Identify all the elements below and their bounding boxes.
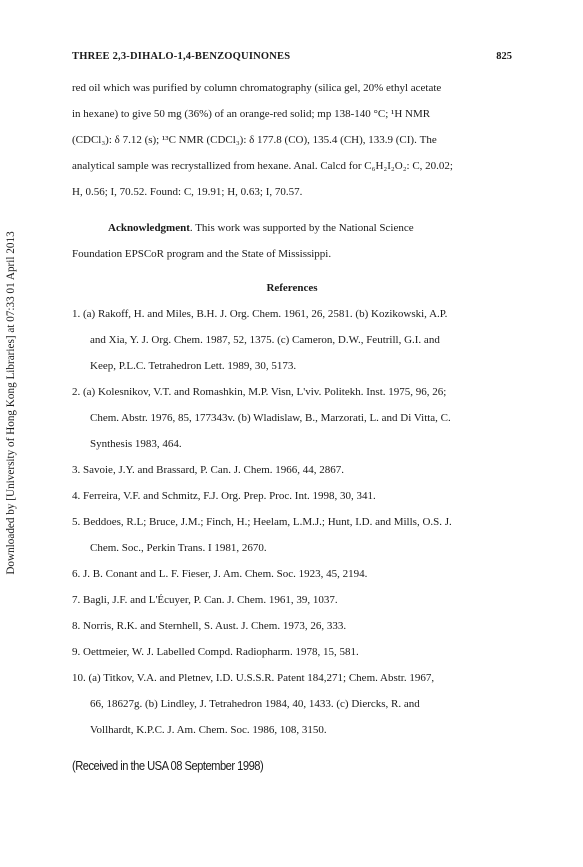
reference-line: 7. Bagli, J.F. and L'Écuyer, P. Can. J. Chem. 1961, 39, 1037. <box>72 594 338 606</box>
page-number: 825 <box>496 51 512 62</box>
reference-line: 3. Savoie, J.Y. and Brassard, P. Can. J. Chem. 1966, 44, 2867. <box>72 464 345 476</box>
acknowledgment-line: Foundation EPSCoR program and the State of Mississippi. <box>72 248 332 260</box>
reference-line: and Xia, Y. J. Org. Chem. 1987, 52, 1375. (c) Cameron, D.W., Feutrill, G.I. and <box>90 334 440 346</box>
running-title: THREE 2,3-DIHALO-1,4-BENZOQUINONES <box>72 51 291 62</box>
acknowledgment-heading: Acknowledgment <box>108 222 190 234</box>
references-title: References <box>266 282 318 294</box>
body-line: analytical sample was recrystallized from hexane. Anal. Calcd for C₆H₂I₂O₂: C, 20.02; <box>72 160 453 172</box>
reference-line: 8. Norris, R.K. and Sternhell, S. Aust. J. Chem. 1973, 26, 333. <box>72 620 347 632</box>
body-line: in hexane) to give 50 mg (36%) of an orange-red solid; mp 138-140 °C; ¹H NMR <box>72 108 431 120</box>
reference-line: Keep, P.L.C. Tetrahedron Lett. 1989, 30, 5173. <box>90 360 297 372</box>
reference-line: 5. Beddoes, R.L; Bruce, J.M.; Finch, H.; Heelam, L.M.J.; Hunt, I.D. and Mills, O.S. J. <box>72 516 452 528</box>
running-header <box>72 51 512 65</box>
download-watermark-text: Downloaded by [University of Hong Kong Libraries] at 07:33 01 April 2013 <box>5 231 17 575</box>
reference-line: Vollhardt, K.P.C. J. Am. Chem. Soc. 1986, 108, 3150. <box>90 724 327 736</box>
reference-line: 4. Ferreira, V.F. and Schmitz, F.J. Org. Prep. Proc. Int. 1998, 30, 341. <box>72 490 376 502</box>
reference-line: Chem. Soc., Perkin Trans. I 1981, 2670. <box>90 542 267 554</box>
body-line: (CDCl₃): δ 7.12 (s); ¹³C NMR (CDCl₃): δ 177.8 (CO), 135.4 (CH), 133.9 (CI). The <box>72 134 437 146</box>
download-watermark <box>2 168 20 638</box>
acknowledgment-line <box>108 222 414 234</box>
reference-line: 2. (a) Kolesnikov, V.T. and Romashkin, M.P. Visn, L'viv. Politekh. Inst. 1975, 96, 26; <box>72 386 447 398</box>
reference-line: 1. (a) Rakoff, H. and Miles, B.H. J. Org. Chem. 1961, 26, 2581. (b) Kozikowski, A.P. <box>72 308 448 320</box>
reference-line: 9. Oettmeier, W. J. Labelled Compd. Radiopharm. 1978, 15, 581. <box>72 646 359 658</box>
body-line: H, 0.56; I, 70.52. Found: C, 19.91; H, 0.63; I, 70.57. <box>72 186 303 198</box>
reference-line: 6. J. B. Conant and L. F. Fieser, J. Am. Chem. Soc. 1923, 45, 2194. <box>72 568 368 580</box>
reference-line: Synthesis 1983, 464. <box>90 438 182 450</box>
reference-line: 10. (a) Titkov, V.A. and Pletnev, I.D. U.S.S.R. Patent 184,271; Chem. Abstr. 1967, <box>72 672 435 684</box>
body-line: red oil which was purified by column chromatography (silica gel, 20% ethyl acetate <box>72 82 442 94</box>
acknowledgment-text: . This work was supported by the National Science <box>189 222 414 234</box>
reference-line: 66, 18627g. (b) Lindley, J. Tetrahedron 1984, 40, 1433. (c) Diercks, R. and <box>90 698 420 710</box>
received-date: (Received in the USA 08 September 1998) <box>72 758 264 773</box>
reference-line: Chem. Abstr. 1976, 85, 177343v. (b) Wladislaw, B., Marzorati, L. and Di Vitta, C. <box>90 412 451 424</box>
